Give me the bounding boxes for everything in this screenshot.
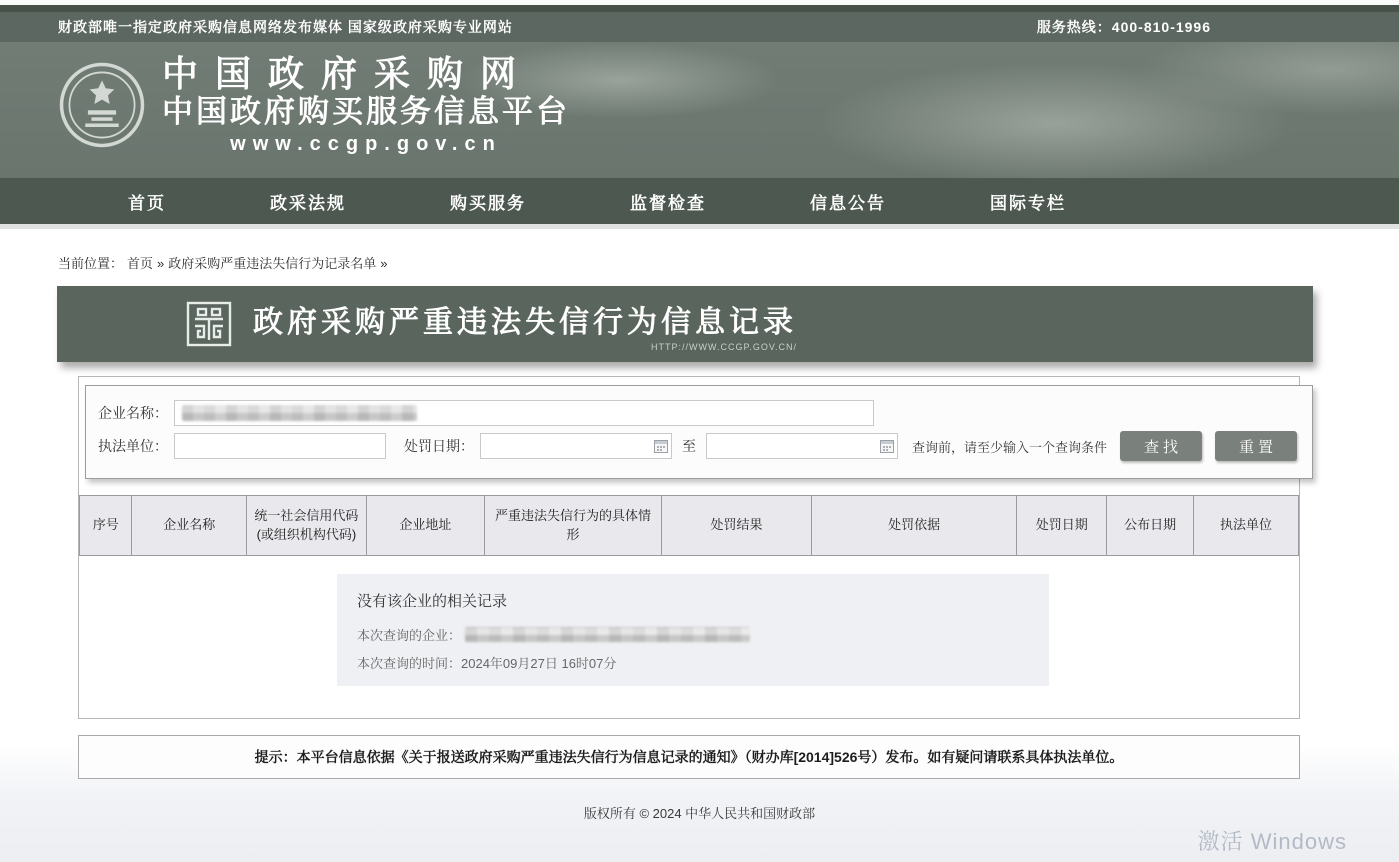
site-url: www.ccgp.gov.cn — [230, 132, 502, 155]
column-header-address: 企业地址 — [366, 496, 484, 556]
date-to-wrap — [706, 433, 898, 459]
activate-windows-watermark: 激活 Windows — [1197, 829, 1347, 854]
company-name-label: 企业名称： — [98, 405, 168, 421]
no-record-message: 没有该企业的相关记录 — [357, 593, 508, 610]
banner-title-block — [253, 297, 797, 352]
date-to-label: 至 — [682, 438, 696, 454]
column-header-index: 序号 — [80, 496, 132, 556]
penalty-date-from-input[interactable] — [480, 433, 672, 459]
logo-block[interactable] — [0, 42, 1399, 156]
query-time-line — [357, 653, 1029, 672]
table-header-row — [80, 496, 1299, 556]
query-time-label: 本次查询的时间： — [357, 656, 462, 671]
nav-divider — [0, 224, 1399, 229]
calendar-icon[interactable] — [654, 439, 668, 453]
enforcement-agency-input[interactable] — [174, 433, 386, 459]
breadcrumb-separator: » — [157, 256, 165, 271]
calendar-icon[interactable] — [880, 439, 894, 453]
company-row — [86, 400, 1312, 426]
national-emblem-icon — [58, 61, 146, 149]
site-subtitle: 中国政府购买服务信息平台 — [162, 94, 570, 130]
nav-item-purchase-services[interactable]: 购买服务 — [450, 193, 526, 213]
redacted-company-value — [182, 405, 417, 421]
topbar-tagline: 财政部唯一指定政府采购信息网络发布媒体 国家级政府采购专业网站 — [58, 19, 513, 35]
service-hotline: 服务热线：400-810-1996 — [1036, 19, 1211, 35]
site-title-block — [162, 54, 570, 156]
enforcement-agency-label: 执法单位： — [98, 438, 168, 454]
masthead — [0, 42, 1399, 178]
breadcrumb-home-link[interactable]: 首页 — [127, 256, 154, 271]
section-banner — [57, 286, 1313, 362]
column-header-publish-date: 公布日期 — [1107, 496, 1194, 556]
company-input-wrap — [174, 400, 874, 426]
nav-item-supervision[interactable]: 监督检查 — [630, 193, 706, 213]
nav-item-home[interactable]: 首页 — [128, 193, 166, 213]
banner-url: HTTP://WWW.CCGP.GOV.CN/ — [650, 341, 797, 352]
column-header-credit-code: 统一社会信用代码(或组织机构代码) — [247, 496, 367, 556]
notice-bar: 提示：本平台信息依据《关于报送政府采购严重违法失信行为信息记录的通知》（财办库[2014]526号）发布。如有疑问请联系具体执法单位。 — [78, 735, 1300, 779]
main-nav — [0, 178, 1399, 224]
breadcrumb-label: 当前位置： — [58, 256, 124, 271]
breadcrumb-trailing-separator: » — [380, 256, 388, 271]
search-hint: 查询前，请至少输入一个查询条件 — [912, 439, 1108, 455]
column-header-company: 企业名称 — [132, 496, 247, 556]
content-container — [78, 376, 1300, 719]
search-button[interactable]: 查找 — [1120, 431, 1202, 461]
date-from-wrap — [480, 433, 672, 459]
penalty-date-to-input[interactable] — [706, 433, 898, 459]
seal-stamp-icon — [185, 300, 233, 348]
column-header-violation: 严重违法失信行为的具体情形 — [485, 496, 662, 556]
site-name: 中国政府采购网 — [162, 53, 534, 94]
column-header-penalty-result: 处罚结果 — [662, 496, 812, 556]
topbar — [0, 5, 1399, 42]
queried-company-line — [357, 625, 1029, 644]
search-panel — [85, 385, 1313, 479]
breadcrumb-current-link[interactable]: 政府采购严重违法失信行为记录名单 — [168, 256, 377, 271]
penalty-date-label: 处罚日期： — [404, 438, 474, 454]
nav-item-announcements[interactable]: 信息公告 — [810, 193, 886, 213]
breadcrumb — [58, 253, 1399, 272]
column-header-penalty-date: 处罚日期 — [1017, 496, 1107, 556]
query-result-box — [337, 574, 1049, 686]
column-header-penalty-basis: 处罚依据 — [812, 496, 1017, 556]
queried-company-label: 本次查询的企业： — [357, 628, 462, 643]
nav-item-regulations[interactable]: 政采法规 — [270, 193, 346, 213]
copyright-footer: 版权所有 © 2024 中华人民共和国财政部 — [583, 806, 816, 821]
redacted-queried-company — [465, 627, 750, 642]
nav-item-international[interactable]: 国际专栏 — [990, 193, 1066, 213]
criteria-row — [86, 431, 1312, 461]
query-time-value: 2024年09月27日 16时07分 — [461, 656, 617, 671]
column-header-agency: 执法单位 — [1194, 496, 1299, 556]
reset-button[interactable]: 重置 — [1215, 431, 1297, 461]
records-table — [79, 495, 1299, 556]
page-title: 政府采购严重违法失信行为信息记录 — [253, 305, 797, 339]
